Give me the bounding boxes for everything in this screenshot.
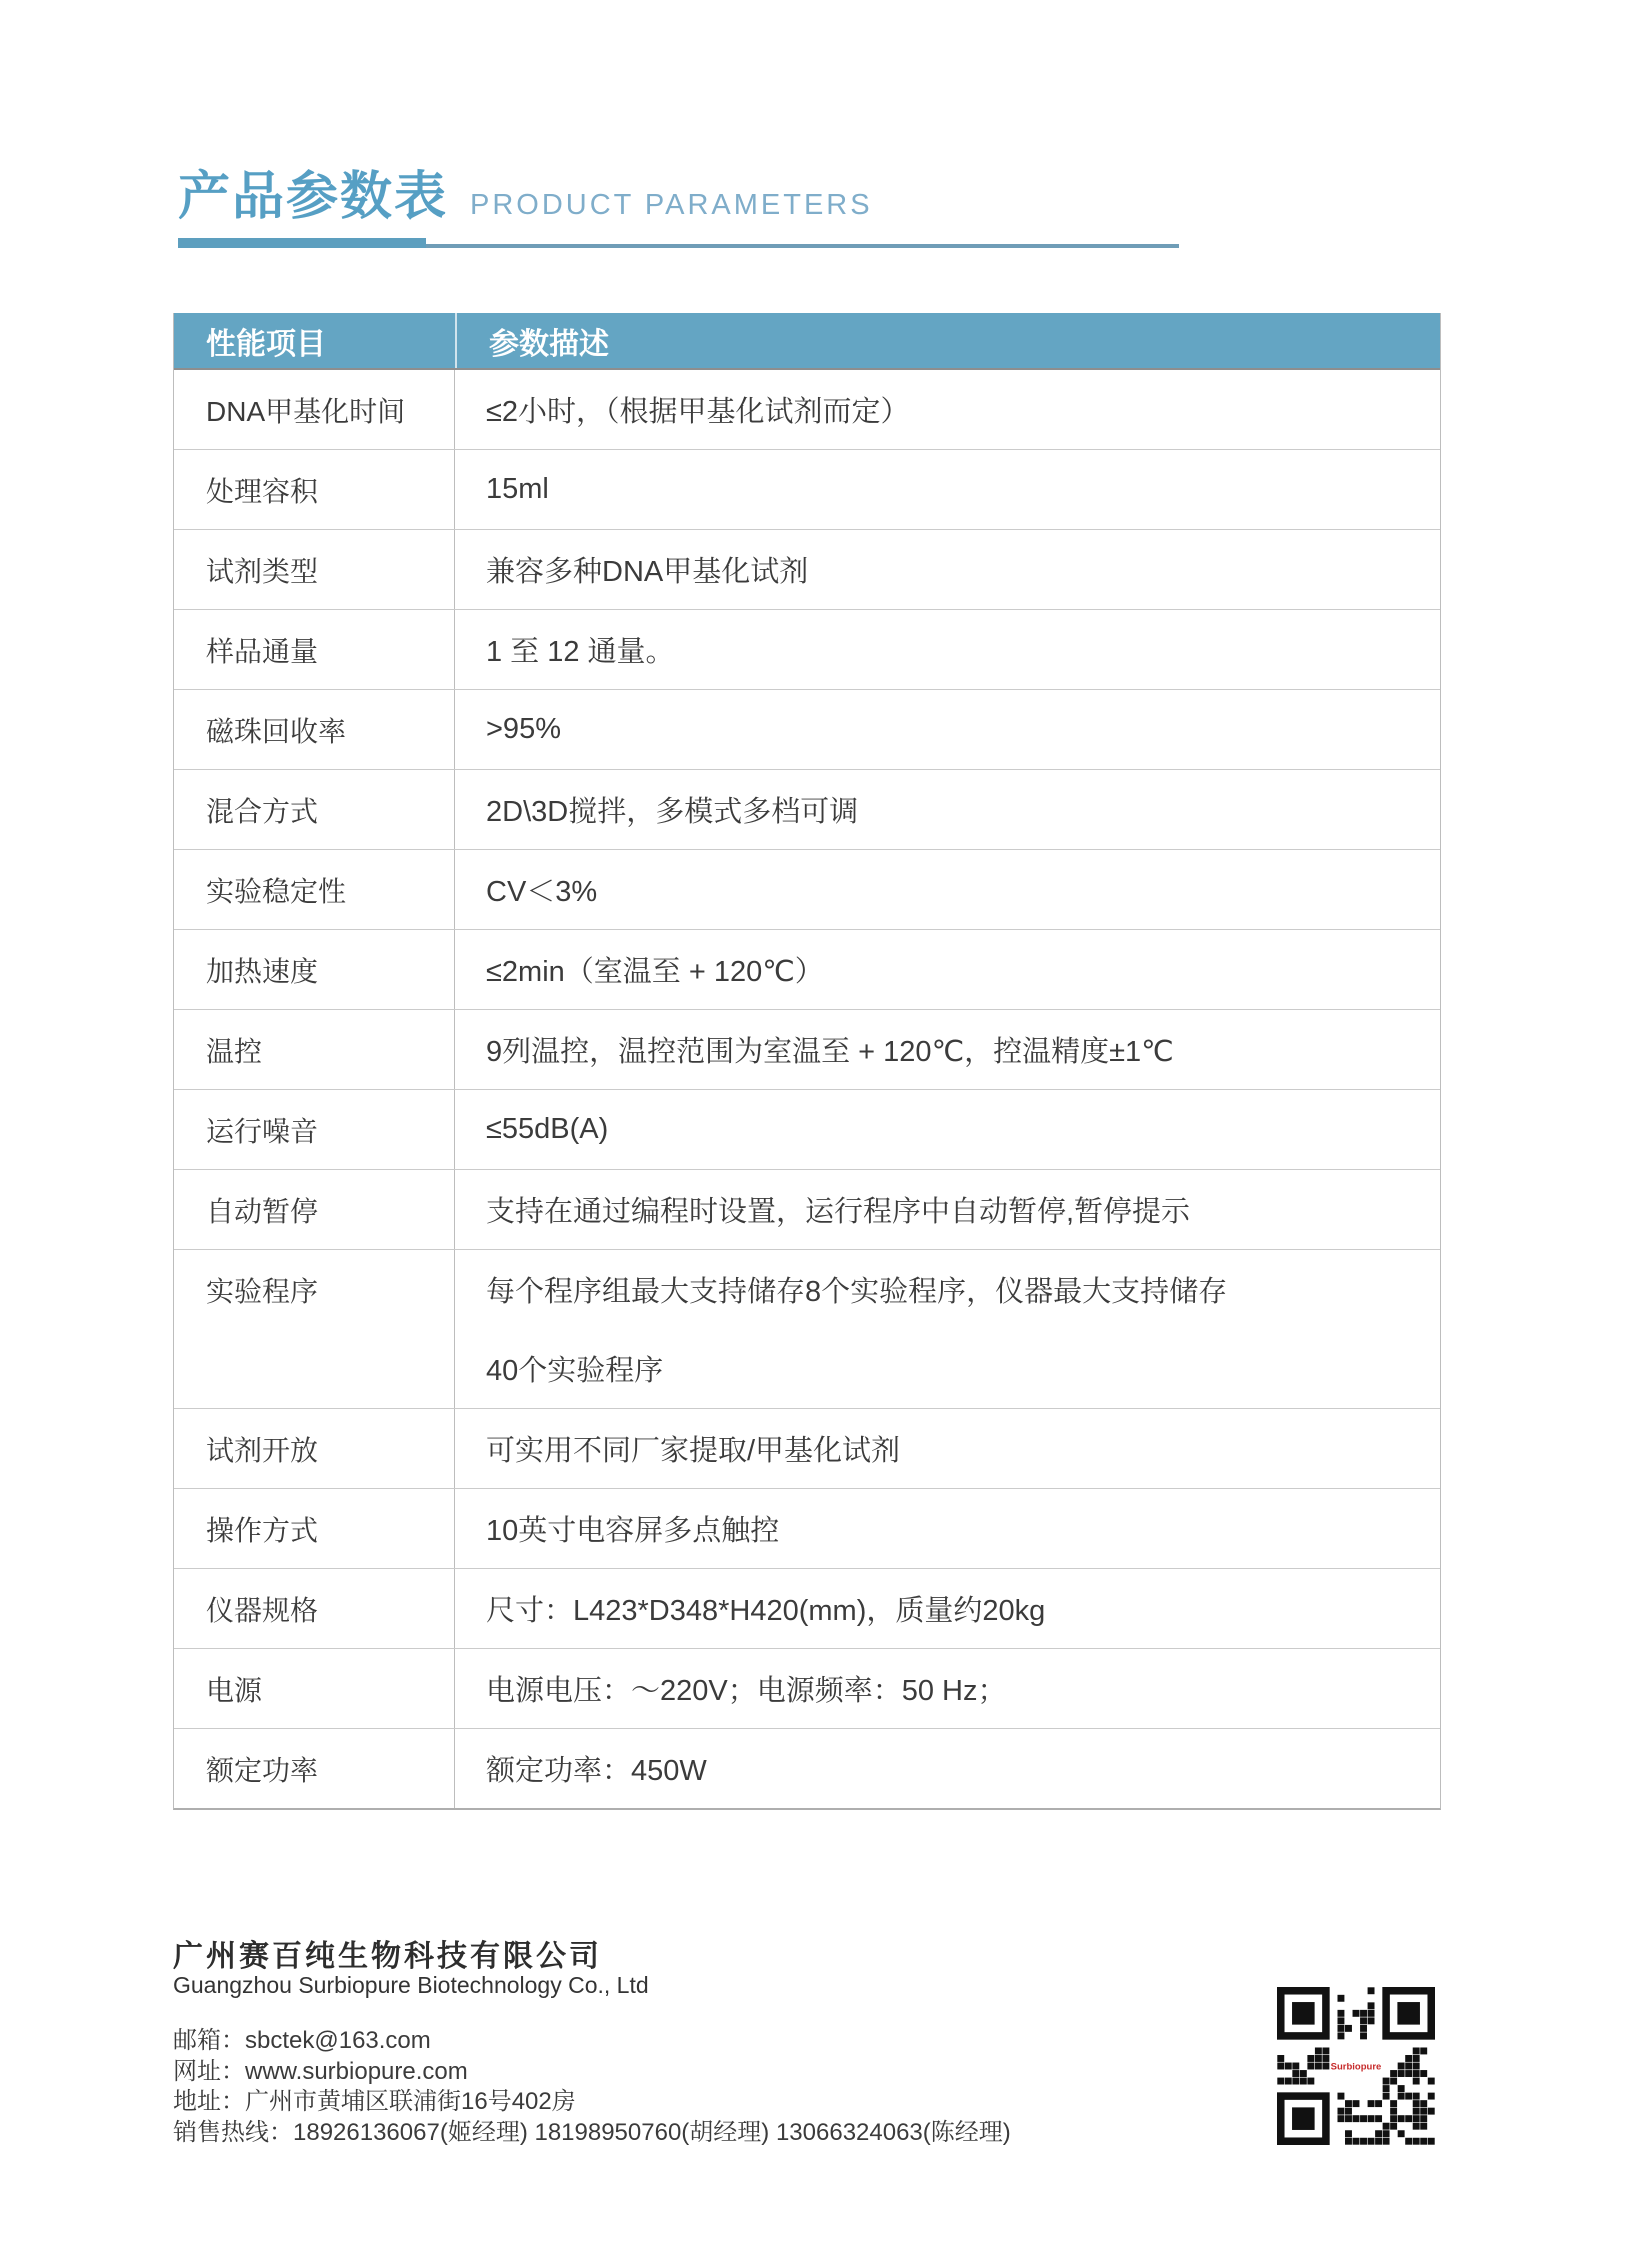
table-row [174, 930, 1440, 1010]
column-header-param: 性能项目 [206, 327, 326, 361]
param-label-cell: 操作方式 [174, 1489, 455, 1568]
param-label-cell: 试剂开放 [174, 1409, 455, 1488]
param-value-cell: 10英寸电容屏多点触控 [486, 1515, 780, 1547]
title-underline-thin [426, 244, 1179, 248]
param-value-cell: 9列温控，温控范围为室温至 + 120℃，控温精度±1℃ [486, 1036, 1174, 1068]
param-label-cell: 温控 [174, 1010, 455, 1089]
table-row [174, 370, 1440, 450]
param-label-cell: 实验程序 [174, 1250, 455, 1408]
param-label-cell: 运行噪音 [174, 1090, 455, 1169]
footer-company-name-en: Guangzhou Surbiopure Biotechnology Co., Ltd [173, 1972, 649, 1998]
param-value-cell: ≤2小时，（根据甲基化试剂而定） [486, 396, 910, 428]
page-title: 产品参数表 [178, 168, 449, 226]
qr-code [1277, 1987, 1435, 2145]
param-value-cell: 兼容多种DNA甲基化试剂 [486, 556, 809, 588]
table-row [174, 530, 1440, 610]
param-label-cell: 电源 [174, 1649, 455, 1728]
page-subtitle: PRODUCT PARAMETERS [470, 189, 873, 221]
footer-contact-block [173, 2026, 1011, 2148]
table-body [174, 370, 1440, 1808]
title-underline [178, 238, 1179, 248]
title-underline-thick [178, 238, 426, 248]
param-label-cell: DNA甲基化时间 [174, 370, 455, 449]
param-value-cell: ≤55dB(A) [486, 1113, 609, 1145]
table-row [174, 1649, 1440, 1729]
table-row [174, 850, 1440, 930]
param-label-cell: 混合方式 [174, 770, 455, 849]
table-row [174, 1569, 1440, 1649]
param-value-cell: 2D\3D搅拌，多模式多档可调 [486, 796, 859, 828]
param-value-cell: 支持在通过编程时设置，运行程序中自动暂停,暂停提示 [486, 1196, 1191, 1228]
page-title-block [178, 154, 873, 229]
param-value-cell: 可实用不同厂家提取/甲基化试剂 [486, 1435, 901, 1467]
param-label-cell: 实验稳定性 [174, 850, 455, 929]
param-value-cell: 尺寸：L423*D348*H420(mm)，质量约20kg [486, 1595, 1046, 1627]
table-row [174, 1489, 1440, 1569]
footer-company-name-cn: 广州赛百纯生物科技有限公司 [173, 1940, 602, 1973]
param-value-cell: 1 至 12 通量。 [486, 636, 675, 668]
param-label-cell: 样品通量 [174, 610, 455, 689]
param-label-cell: 磁珠回收率 [174, 690, 455, 769]
table-row [174, 770, 1440, 850]
param-label-cell: 自动暂停 [174, 1170, 455, 1249]
param-label-cell: 仪器规格 [174, 1569, 455, 1648]
table-row [174, 1010, 1440, 1090]
param-value-cell: 15ml [486, 473, 549, 505]
table-header-row [174, 313, 1440, 370]
param-label-cell: 额定功率 [174, 1729, 455, 1808]
param-value-cell: ≤2min（室温至 + 120℃） [486, 956, 824, 988]
param-value-cell: 电源电压：～220V；电源频率：50 Hz； [486, 1675, 1007, 1707]
param-label-cell: 处理容积 [174, 450, 455, 529]
table-row [174, 690, 1440, 770]
table-row [174, 1409, 1440, 1489]
footer-contact-line: 邮箱：sbctek@163.com [173, 2027, 431, 2054]
column-header-desc: 参数描述 [455, 313, 1440, 368]
param-value-cell: CV＜3% [486, 876, 598, 908]
param-value-cell: 每个程序组最大支持储存8个实验程序，仪器最大支持储存 40个实验程序 [486, 1276, 1228, 1387]
param-value-cell: 额定功率：450W [486, 1755, 707, 1787]
qr-center-label: Surbiopure [1330, 2061, 1382, 2073]
param-label-cell: 试剂类型 [174, 530, 455, 609]
footer-contact-line: 销售热线：18926136067(姬经理) 18198950760(胡经理) 13066324063(陈经理) [173, 2118, 1011, 2146]
table-row [174, 1170, 1440, 1250]
footer-contact-line: 地址：广州市黄埔区联浦街16号402房 [173, 2088, 576, 2115]
table-row [174, 610, 1440, 690]
table-row [174, 450, 1440, 530]
param-value-cell: >95% [486, 713, 561, 745]
spec-table [173, 313, 1441, 1810]
footer-contact-line: 网址：www.surbiopure.com [173, 2057, 468, 2085]
table-row [174, 1250, 1440, 1409]
table-row [174, 1090, 1440, 1170]
param-label-cell: 加热速度 [174, 930, 455, 1009]
table-row [174, 1729, 1440, 1808]
